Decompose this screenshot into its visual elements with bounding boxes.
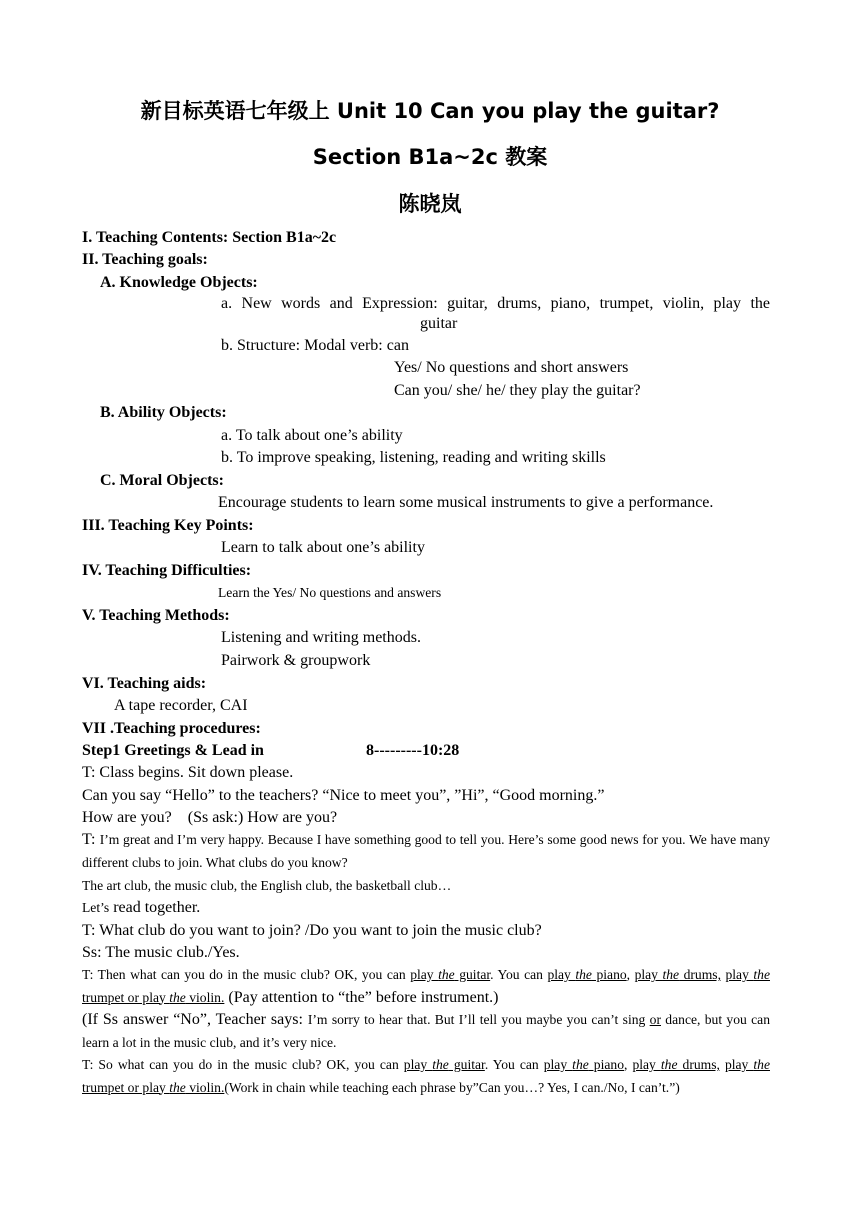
heading-moral-objects: C. Moral Objects:: [100, 472, 224, 489]
knowledge-item-a-continued: guitar: [420, 315, 458, 332]
dialogue-line-1: T: Class begins. Sit down please.: [82, 764, 294, 781]
heading-teaching-procedures: VII .Teaching procedures:: [82, 720, 261, 737]
heading-difficulties: IV. Teaching Difficulties:: [82, 562, 252, 579]
phrase-play-the-piano-2: play the piano: [543, 1057, 625, 1072]
dialogue-line-6: T: What club do you want to join? /Do you want to join the music club?: [82, 922, 542, 939]
dialogue-paragraph-4: T: So what can you do in the music club? OK, you can play the guitar. You can play the piano, play the drums, play the trumpet or play the violin.(Work in chain while teaching each phrase by”Can you…? Yes, I can./No, I can’t.”): [82, 1057, 770, 1095]
phrase-play-the-guitar: play the guitar: [410, 967, 491, 982]
dialogue-paragraph-1: [82, 829, 770, 874]
teaching-aids-text: A tape recorder, CAI: [114, 697, 248, 714]
phrase-play-the-trumpet-or-violin-2: play the trumpet or play the violin.: [82, 1057, 770, 1095]
dialogue-line-5: Let’s read together.: [82, 899, 201, 916]
knowledge-item-b: b. Structure: Modal verb: can: [221, 337, 409, 354]
methods-item-1: Listening and writing methods.: [221, 629, 421, 646]
key-points-text: Learn to talk about one’s ability: [221, 539, 425, 556]
heading-teaching-aids: VI. Teaching aids:: [82, 675, 207, 692]
phrase-play-the-trumpet-or-violin: play the trumpet or play the violin.: [82, 967, 770, 1005]
author-name: 陈晓岚: [398, 192, 462, 216]
speaker-label: T:: [82, 831, 100, 848]
phrase-play-the-drums: play the drums,: [634, 967, 721, 982]
heading-teaching-methods: V. Teaching Methods:: [82, 607, 230, 624]
dialogue-line-3: How are you? (Ss ask:) How are you?: [82, 809, 338, 826]
knowledge-item-a: a. New words and Expression: guitar, drums, piano, trumpet, violin, play the: [221, 295, 770, 312]
phrase-play-the-piano: play the piano: [547, 967, 627, 982]
dialogue-line-7: Ss: The music club./Yes.: [82, 944, 240, 961]
step1-heading: Step1 Greetings & Lead in: [82, 742, 264, 759]
ability-item-a: a. To talk about one’s ability: [221, 427, 403, 444]
phrase-play-the-guitar-2: play the guitar: [403, 1057, 485, 1072]
knowledge-item-b-line2: Can you/ she/ he/ they play the guitar?: [394, 382, 641, 399]
paragraph-1-text: I’m great and I’m very happy. Because I have something good to tell you. Here’s some good news for you. We have many different clubs to join. What clubs do you know?: [82, 832, 771, 870]
dialogue-paragraph-3: (If Ss answer “No”, Teacher says: I’m sorry to hear that. But I’ll tell you maybe you can’t sing or dance, but you can learn a lot in the music club, and it’s very nice.: [82, 1011, 771, 1050]
heading-key-points: III. Teaching Key Points:: [82, 517, 254, 534]
step1-time: 8---------10:28: [366, 742, 460, 759]
document-title: 新目标英语七年级上 Unit 10 Can you play the guitar?: [140, 99, 720, 123]
heading-ability-objects: B. Ability Objects:: [100, 404, 227, 421]
document-subtitle: Section B1a~2c 教案: [312, 145, 548, 169]
dialogue-paragraph-2: T: Then what can you do in the music club? OK, you can play the guitar. You can play the piano, play the drums, play the trumpet or play the violin. (Pay attention to “the” before instrument.): [82, 967, 770, 1006]
knowledge-item-b-line1: Yes/ No questions and short answers: [394, 359, 629, 376]
moral-objects-text: Encourage students to learn some musical instruments to give a performance.: [218, 494, 714, 511]
methods-item-2: Pairwork & groupwork: [221, 652, 371, 669]
difficulties-text: Learn the Yes/ No questions and answers: [218, 585, 442, 600]
dialogue-line-2: Can you say “Hello” to the teachers? “Nice to meet you”, ”Hi”, “Good morning.”: [82, 787, 605, 804]
dialogue-line-4: The art club, the music club, the English club, the basketball club…: [82, 878, 452, 893]
ability-item-b: b. To improve speaking, listening, reading and writing skills: [221, 449, 606, 466]
heading-knowledge-objects: A. Knowledge Objects:: [100, 274, 258, 291]
heading-teaching-contents: I. Teaching Contents: Section B1a~2c: [82, 229, 337, 246]
phrase-play-the-drums-2: play the drums,: [632, 1057, 720, 1072]
heading-teaching-goals: II. Teaching goals:: [82, 251, 208, 268]
